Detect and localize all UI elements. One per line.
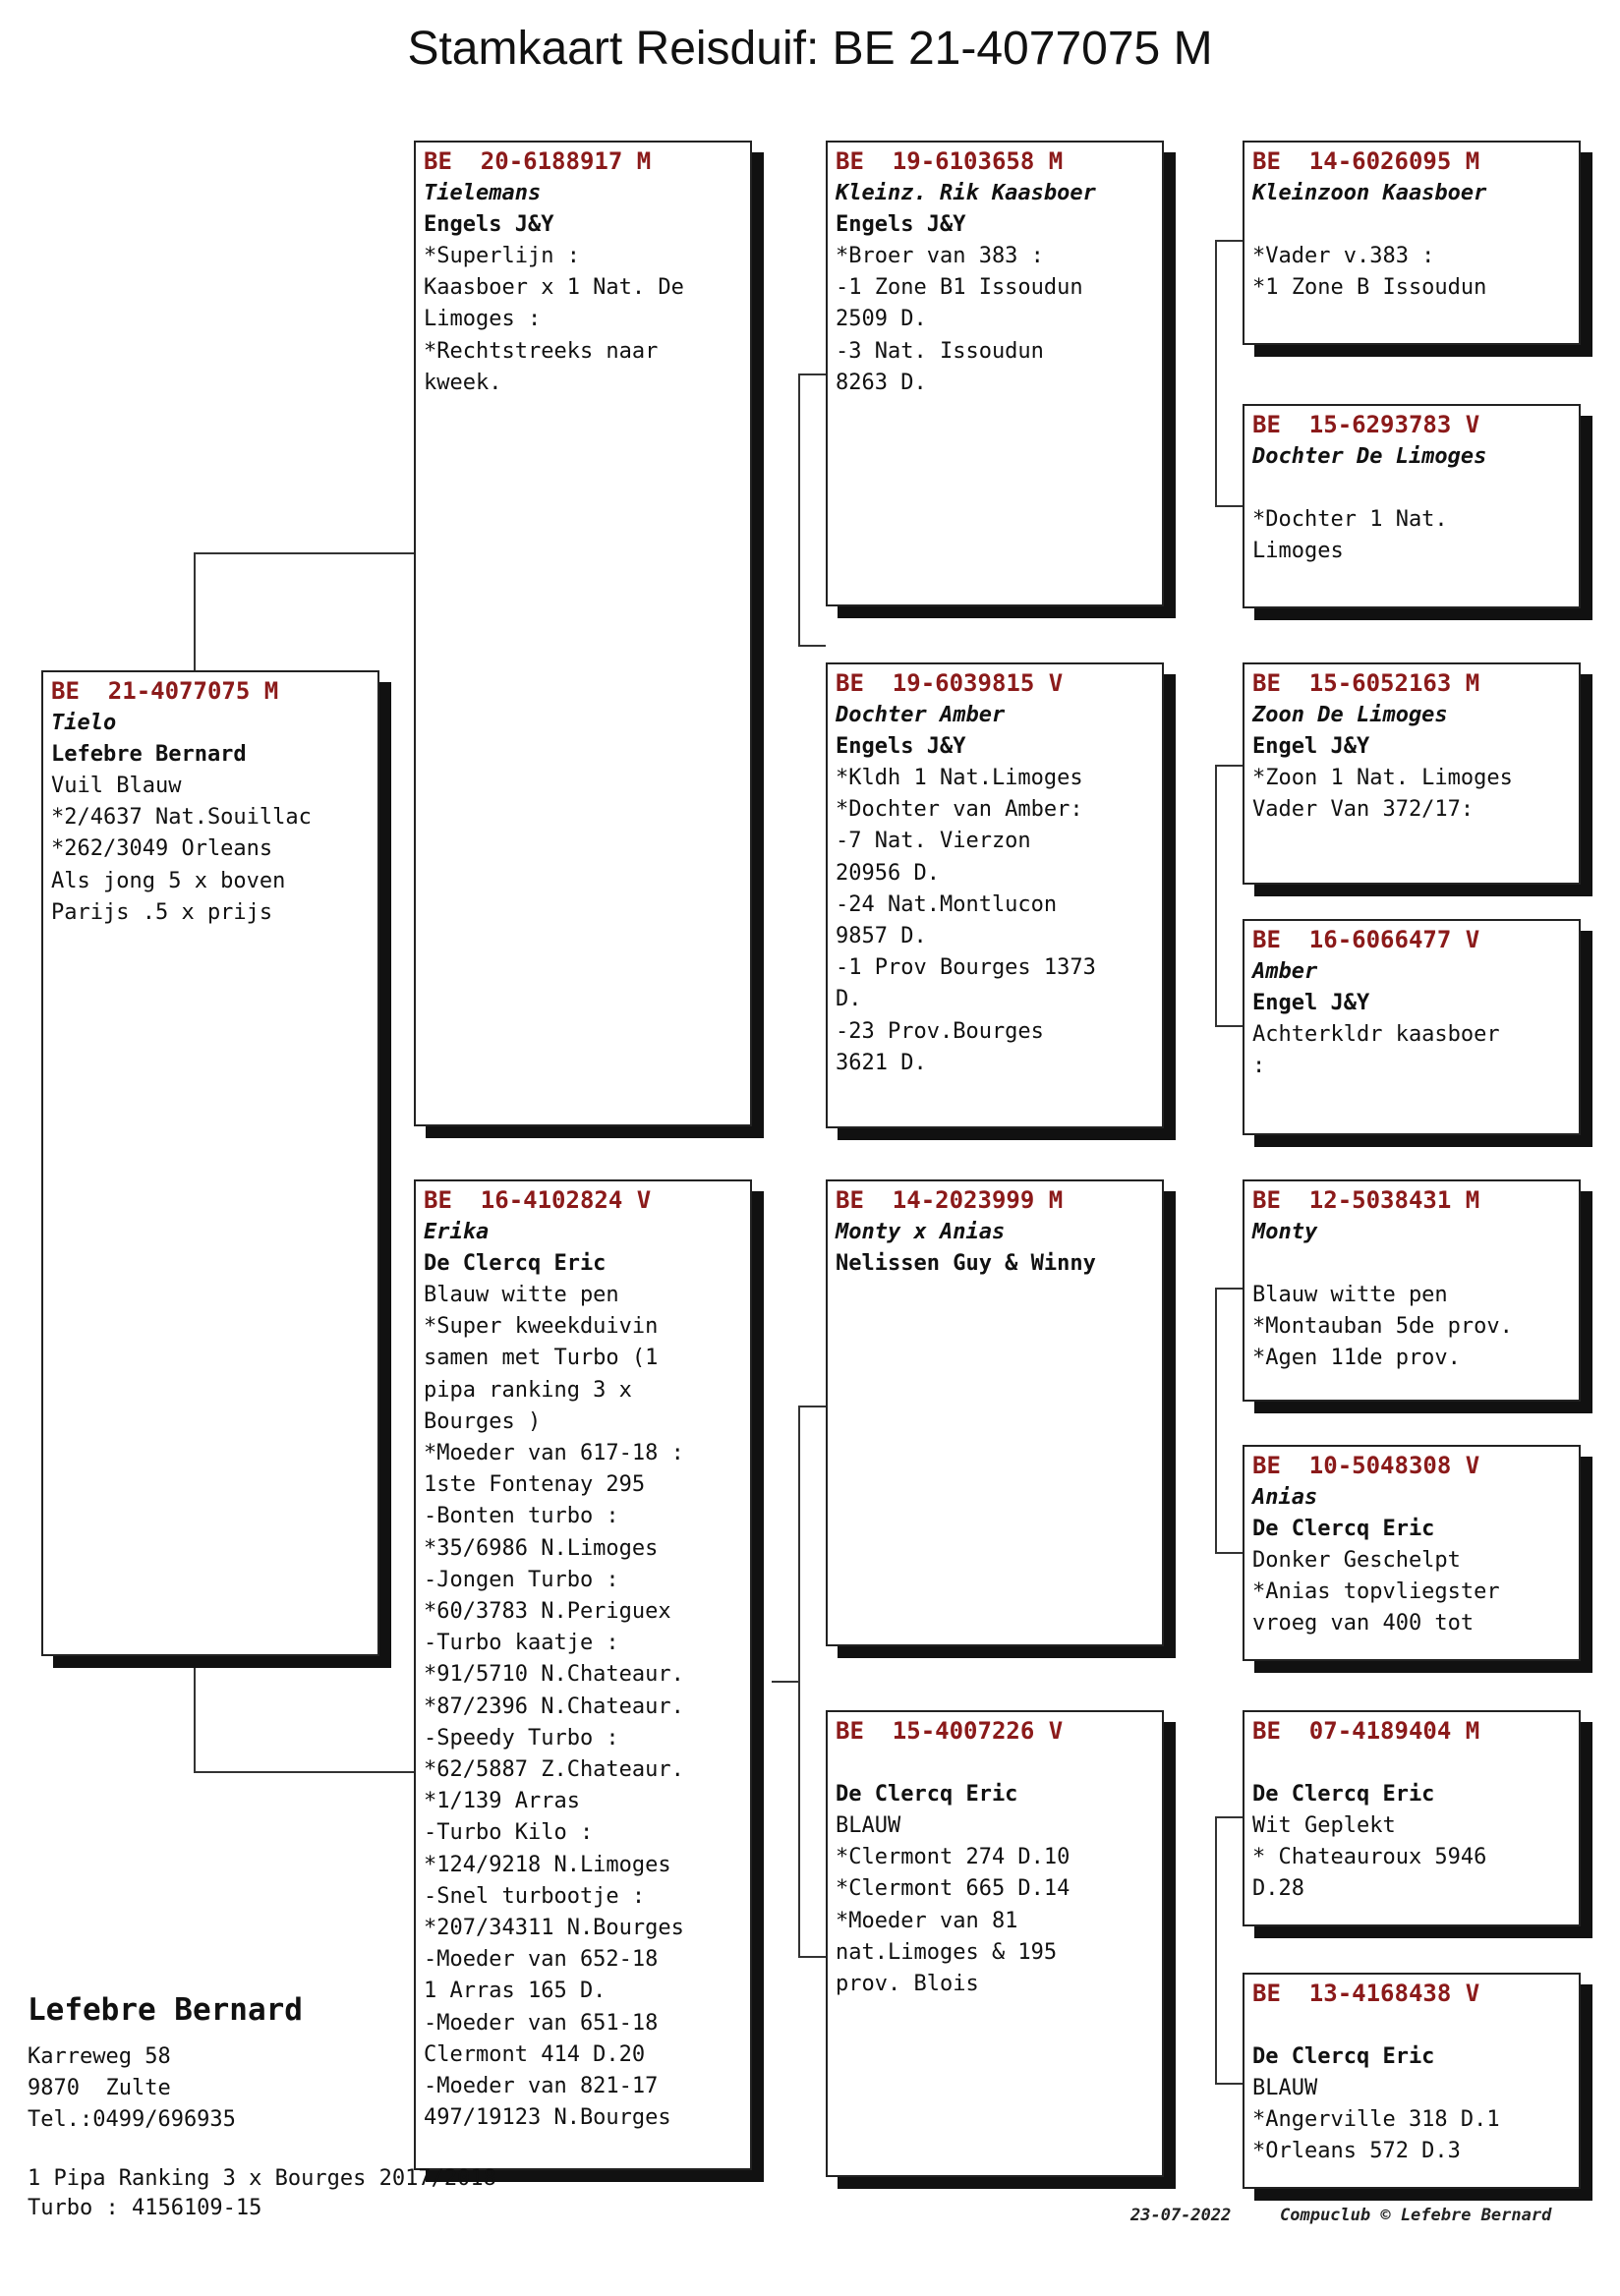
connector xyxy=(1215,1552,1243,1554)
ring-number: BE 15-6052163 M xyxy=(1252,669,1480,697)
info-line: *Clermont 274 D.10 xyxy=(836,1845,1070,1870)
connector xyxy=(798,373,826,375)
owner-name: De Clercq Eric xyxy=(1252,2044,1435,2069)
info-line: *Moeder van 617-18 : xyxy=(424,1441,684,1466)
pigeon-card-dds xyxy=(1243,1710,1581,1926)
ring-number: BE 15-4007226 V xyxy=(836,1717,1064,1745)
info-line: Achterkldr kaasboer xyxy=(1252,1022,1500,1047)
note-turbo: Turbo : 4156109-15 xyxy=(28,2196,262,2220)
pigeon-card-dsd xyxy=(1243,1445,1581,1661)
connector xyxy=(194,1771,414,1773)
owner-name: De Clercq Eric xyxy=(836,1782,1018,1807)
info-line: Limoges : xyxy=(424,307,542,332)
info-line: *35/6986 N.Limoges xyxy=(424,1535,659,1561)
pigeon-name: Dochter De Limoges xyxy=(1252,444,1487,469)
pigeon-card-main xyxy=(41,670,379,1656)
connector xyxy=(194,552,196,674)
pigeon-card-sire xyxy=(414,141,752,1126)
ring-number: BE 12-5038431 M xyxy=(1252,1186,1480,1214)
info-line: *Vader v.383 : xyxy=(1252,244,1435,268)
connector xyxy=(798,373,800,645)
info-line: *Clermont 665 D.14 xyxy=(836,1876,1070,1902)
info-line: -Jongen Turbo : xyxy=(424,1567,619,1592)
info-line: : xyxy=(1252,1054,1266,1079)
owner-name: De Clercq Eric xyxy=(424,1251,607,1276)
connector xyxy=(1215,1025,1243,1027)
info-line: Bourges ) xyxy=(424,1408,542,1434)
info-line: Parijs .5 x prijs xyxy=(51,899,273,925)
info-line: Clermont 414 D.20 xyxy=(424,2041,646,2067)
page-title: Stamkaart Reisduif: BE 21-4077075 M xyxy=(407,23,1213,75)
pigeon-name: Tielemans xyxy=(424,181,542,205)
connector xyxy=(798,1956,826,1958)
info-line: 1 Arras 165 D. xyxy=(424,1979,607,2004)
pigeon-name: Dochter Amber xyxy=(836,703,1006,727)
owner-name: Engels J&Y xyxy=(836,212,966,237)
owner-name: Engel J&Y xyxy=(1252,734,1370,759)
info-line: *60/3783 N.Periguex xyxy=(424,1599,671,1625)
breeder-city: 9870 Zulte xyxy=(28,2076,171,2100)
owner-name: Engel J&Y xyxy=(1252,991,1370,1015)
info-line: 2509 D. xyxy=(836,307,927,332)
info-line: *207/34311 N.Bourges xyxy=(424,1916,684,1941)
info-line: *Anias topvliegster xyxy=(1252,1579,1500,1605)
connector xyxy=(194,552,414,554)
pigeon-card-sds xyxy=(1243,662,1581,885)
owner-name xyxy=(1252,209,1571,241)
info-line: Blauw witte pen xyxy=(1252,1283,1448,1307)
info-line: BLAUW xyxy=(836,1813,901,1838)
connector xyxy=(1215,505,1243,507)
info-line: *1/139 Arras xyxy=(424,1789,580,1814)
info-line: -3 Nat. Issoudun xyxy=(836,338,1044,364)
ring-number: BE 15-6293783 V xyxy=(1252,411,1480,438)
owner-name xyxy=(1252,1248,1571,1280)
pigeon-name: Kleinz. Rik Kaasboer xyxy=(836,181,1096,205)
pigeon-card-sire-dam xyxy=(826,662,1164,1128)
connector xyxy=(798,645,826,647)
info-line: *Moeder van 81 xyxy=(836,1908,1018,1933)
info-line: -1 Zone B1 Issoudun xyxy=(836,275,1083,301)
connector xyxy=(1215,765,1217,1025)
info-line: *62/5887 Z.Chateaur. xyxy=(424,1757,684,1783)
info-line: samen met Turbo (1 xyxy=(424,1346,659,1371)
ring-number: BE 14-6026095 M xyxy=(1252,147,1480,175)
ring-number: BE 21-4077075 M xyxy=(51,677,279,705)
owner-name: Nelissen Guy & Winny xyxy=(836,1251,1096,1276)
footer-credit: Compuclub © Lefebre Bernard xyxy=(1280,2206,1552,2225)
pigeon-name xyxy=(1252,2010,1571,2041)
connector xyxy=(1215,240,1217,505)
pigeon-name: Monty xyxy=(1252,1220,1318,1244)
info-line: prov. Blois xyxy=(836,1972,979,1997)
connector xyxy=(798,1406,826,1407)
ring-number: BE 14-2023999 M xyxy=(836,1186,1064,1214)
info-line: -Moeder van 651-18 xyxy=(424,2010,659,2036)
connector xyxy=(1215,765,1243,767)
info-line: -7 Nat. Vierzon xyxy=(836,829,1031,854)
info-line: 3621 D. xyxy=(836,1050,927,1075)
pigeon-card-sdd xyxy=(1243,919,1581,1135)
info-line: Wit Geplekt xyxy=(1252,1813,1396,1838)
info-line: kweek. xyxy=(424,370,502,395)
info-line: *91/5710 N.Chateaur. xyxy=(424,1662,684,1688)
info-line: 8263 D. xyxy=(836,370,927,395)
info-line: *2/4637 Nat.Souillac xyxy=(51,805,312,831)
owner-name: Engels J&Y xyxy=(836,734,966,759)
connector xyxy=(1215,1288,1217,1552)
connector xyxy=(1215,1288,1243,1290)
pigeon-name: Monty x Anias xyxy=(836,1220,1006,1244)
ring-number: BE 10-5048308 V xyxy=(1252,1452,1480,1479)
pigeon-card-sss xyxy=(1243,141,1581,345)
pigeon-name: Anias xyxy=(1252,1485,1318,1510)
info-line: *87/2396 N.Chateaur. xyxy=(424,1693,684,1719)
pigeon-card-dam xyxy=(414,1179,752,2170)
ring-number: BE 20-6188917 M xyxy=(424,147,652,175)
pigeon-name: Amber xyxy=(1252,959,1318,984)
info-line: vroeg van 400 tot xyxy=(1252,1611,1475,1636)
info-line: *Dochter 1 Nat. xyxy=(1252,507,1448,532)
info-line: Vuil Blauw xyxy=(51,774,182,798)
info-line: nat.Limoges & 195 xyxy=(836,1939,1058,1965)
info-line: pipa ranking 3 x xyxy=(424,1377,632,1403)
pigeon-card-ssd xyxy=(1243,404,1581,608)
ring-number: BE 16-4102824 V xyxy=(424,1186,652,1214)
info-line: -Moeder van 652-18 xyxy=(424,1947,659,1973)
pigeon-name xyxy=(836,1748,1154,1779)
info-line: *1 Zone B Issoudun xyxy=(1252,275,1487,301)
owner-name: De Clercq Eric xyxy=(1252,1517,1435,1541)
breeder-name: Lefebre Bernard xyxy=(28,1992,303,2028)
info-line: -Moeder van 821-17 xyxy=(424,2074,659,2099)
info-line: -1 Prov Bourges 1373 xyxy=(836,955,1096,981)
info-line: *Kldh 1 Nat.Limoges xyxy=(836,766,1083,790)
owner-name xyxy=(1252,473,1571,504)
info-line: D. xyxy=(836,987,862,1012)
info-line: *124/9218 N.Limoges xyxy=(424,1852,671,1877)
pigeon-name: Erika xyxy=(424,1220,490,1244)
info-line: Kaasboer x 1 Nat. De xyxy=(424,275,684,301)
info-line: -Bonten turbo : xyxy=(424,1504,619,1529)
owner-name: Engels J&Y xyxy=(424,212,554,237)
info-line: Vader Van 372/17: xyxy=(1252,797,1475,823)
footer-date: 23-07-2022 xyxy=(1130,2206,1232,2225)
info-line: -Speedy Turbo : xyxy=(424,1725,619,1751)
pigeon-name: Kleinzoon Kaasboer xyxy=(1252,181,1487,205)
info-line: 497/19123 N.Bourges xyxy=(424,2105,671,2131)
pigeon-name: Zoon De Limoges xyxy=(1252,703,1448,727)
info-line: -Snel turbootje : xyxy=(424,1883,646,1909)
info-line: *Dochter van Amber: xyxy=(836,797,1083,823)
pigeon-card-ddd xyxy=(1243,1973,1581,2189)
ring-number: BE 16-6066477 V xyxy=(1252,926,1480,953)
info-line: Donker Geschelpt xyxy=(1252,1548,1461,1573)
pigeon-card-sire-sire xyxy=(826,141,1164,606)
connector xyxy=(1215,1816,1243,1818)
connector xyxy=(772,1681,799,1683)
info-line: *Orleans 572 D.3 xyxy=(1252,2139,1461,2164)
ring-number: BE 19-6039815 V xyxy=(836,669,1064,697)
info-line: -Turbo Kilo : xyxy=(424,1820,594,1846)
ring-number: BE 19-6103658 M xyxy=(836,147,1064,175)
pigeon-name: Tielo xyxy=(51,711,117,735)
connector xyxy=(1215,2083,1243,2085)
ring-number: BE 13-4168438 V xyxy=(1252,1980,1480,2007)
ring-number: BE 07-4189404 M xyxy=(1252,1717,1480,1745)
breeder-street: Karreweg 58 xyxy=(28,2044,171,2069)
owner-name: De Clercq Eric xyxy=(1252,1782,1435,1807)
connector xyxy=(1215,240,1243,242)
info-line: *262/3049 Orleans xyxy=(51,836,273,862)
info-line: *Superlijn : xyxy=(424,244,580,268)
connector xyxy=(194,1663,196,1771)
pigeon-card-dss xyxy=(1243,1179,1581,1402)
info-line: -23 Prov.Bourges xyxy=(836,1018,1044,1044)
breeder-phone: Tel.:0499/696935 xyxy=(28,2107,236,2132)
info-line: 1ste Fontenay 295 xyxy=(424,1472,646,1498)
info-line: *Broer van 383 : xyxy=(836,244,1044,268)
info-line: Blauw witte pen xyxy=(424,1283,619,1307)
pigeon-name xyxy=(1252,1748,1571,1779)
info-line: *Agen 11de prov. xyxy=(1252,1346,1461,1371)
info-line: Limoges xyxy=(1252,539,1344,564)
info-line: Als jong 5 x boven xyxy=(51,868,286,893)
info-line: 20956 D. xyxy=(836,860,940,886)
info-line: *Angerville 318 D.1 xyxy=(1252,2107,1500,2133)
info-line: * Chateauroux 5946 xyxy=(1252,1845,1487,1870)
info-line: *Zoon 1 Nat. Limoges xyxy=(1252,766,1513,790)
info-line: -Turbo kaatje : xyxy=(424,1631,619,1656)
pigeon-card-dam-dam xyxy=(826,1710,1164,2177)
info-line: *Rechtstreeks naar xyxy=(424,338,659,364)
info-line: 9857 D. xyxy=(836,924,927,949)
info-line: *Super kweekduivin xyxy=(424,1314,659,1340)
pigeon-card-dam-sire xyxy=(826,1179,1164,1646)
connector xyxy=(1215,1816,1217,2083)
info-line: D.28 xyxy=(1252,1876,1304,1902)
info-line: -24 Nat.Montlucon xyxy=(836,891,1058,917)
info-line: BLAUW xyxy=(1252,2076,1318,2100)
owner-name: Lefebre Bernard xyxy=(51,742,247,767)
info-line: *Montauban 5de prov. xyxy=(1252,1314,1513,1340)
note-pipa-ranking: 1 Pipa Ranking 3 x Bourges 2017/2018 xyxy=(28,2166,496,2191)
